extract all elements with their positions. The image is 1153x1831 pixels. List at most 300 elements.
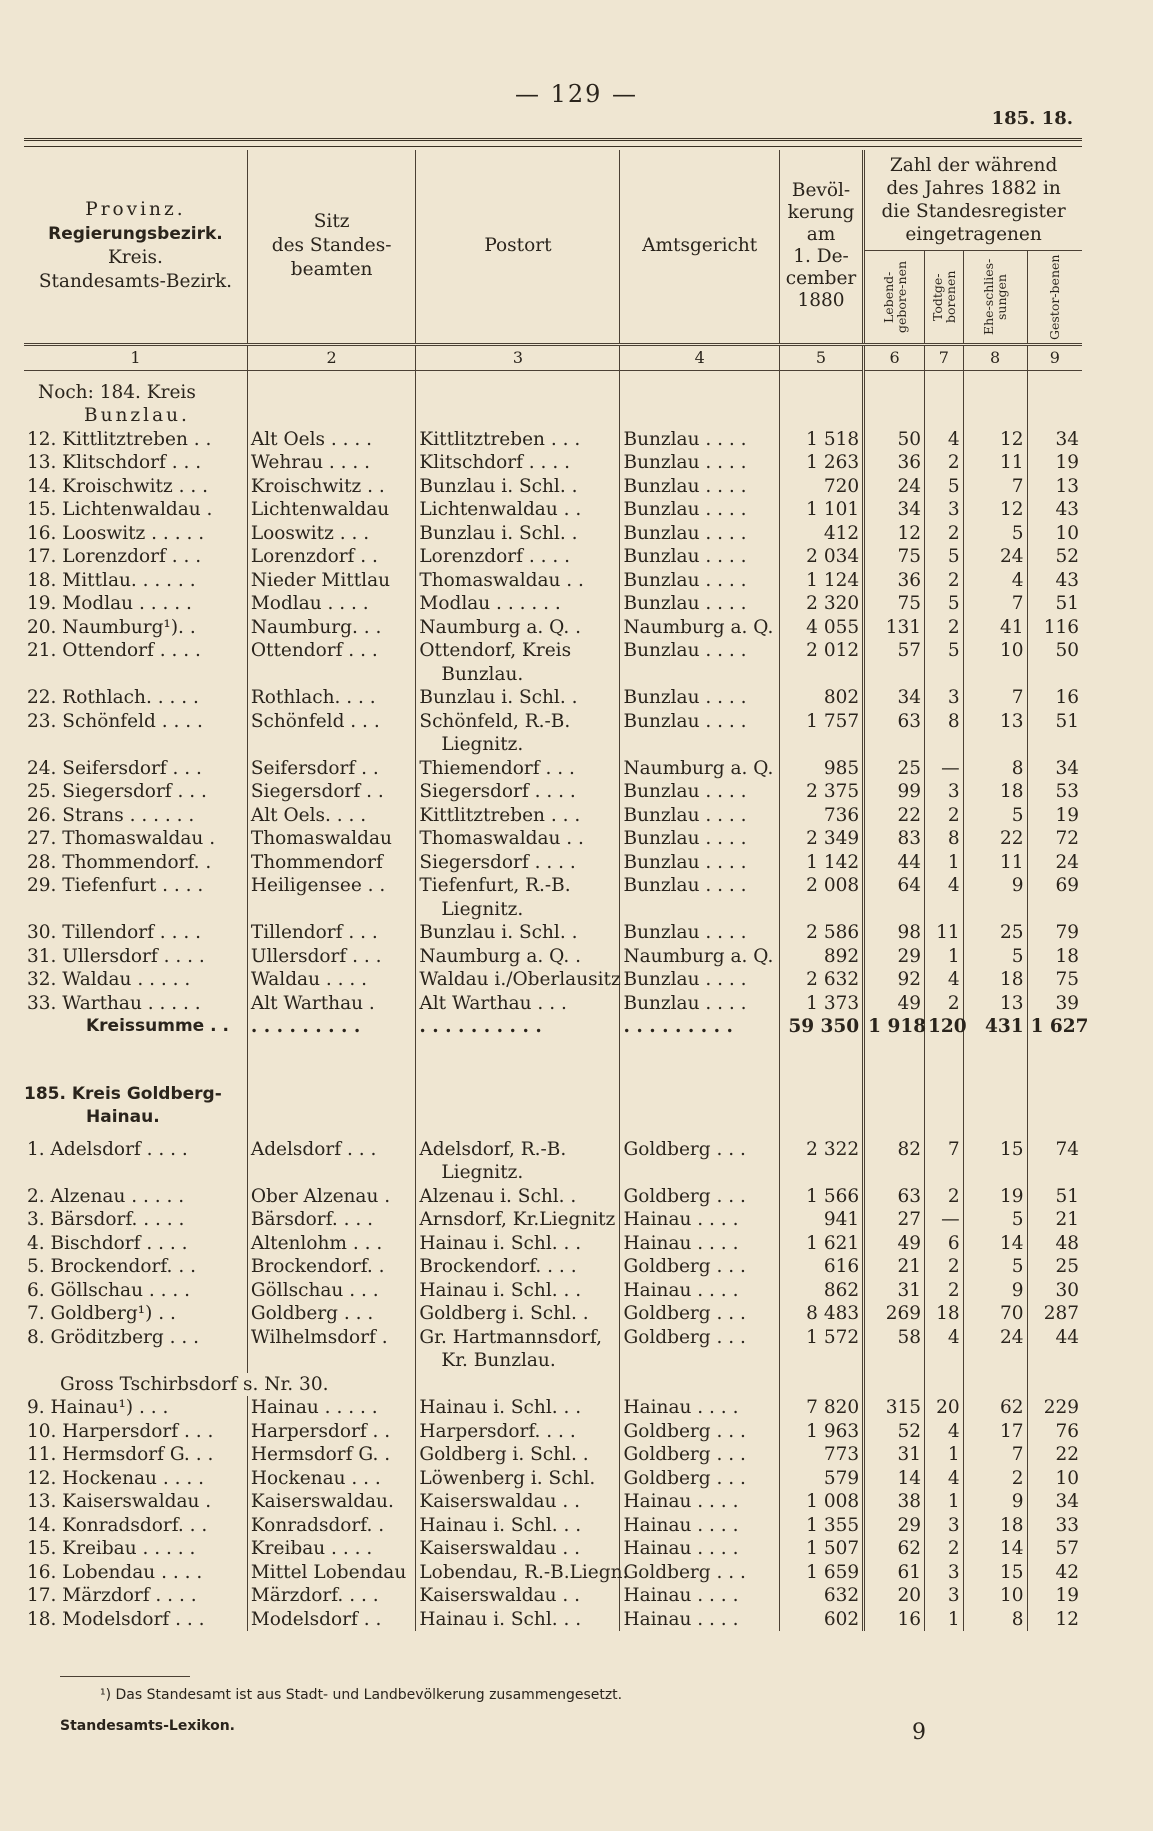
header-beamten: beamten <box>290 259 373 281</box>
district-name: 13. Kaiserswaldau . <box>27 1491 212 1512</box>
marriages: 5 <box>963 522 1027 546</box>
table-row <box>24 827 1082 851</box>
registrar-seat: Bärsdorf. . . . <box>247 1208 416 1232</box>
live-births: 14 <box>864 1467 925 1491</box>
population: 2 320 <box>779 592 863 616</box>
table-row <box>24 1467 1082 1491</box>
deaths: 44 <box>1027 1326 1082 1373</box>
live-births: 58 <box>864 1326 925 1373</box>
empty-cell <box>864 1373 925 1397</box>
deaths: 50 <box>1027 639 1082 686</box>
district-name: 20. Naumburg¹). . <box>27 616 196 638</box>
empty-cell <box>864 1106 925 1138</box>
header-group <box>864 150 1082 250</box>
population: 2 012 <box>779 639 863 686</box>
marriages: 9 <box>963 874 1027 921</box>
live-births: 83 <box>864 827 925 851</box>
marriages: 13 <box>963 710 1027 757</box>
live-births: 24 <box>864 475 925 499</box>
section2-title-row2 <box>24 1106 1082 1138</box>
population: 2 586 <box>779 921 863 945</box>
district-name: 13. Klitschdorf . . . <box>27 452 202 473</box>
population: 862 <box>779 1279 863 1303</box>
district-name: 32. Waldau . . . . . <box>27 969 191 990</box>
population: 7 820 <box>779 1396 863 1420</box>
stillbirths: 4 <box>925 874 964 921</box>
post-office-line1: Alzenau i. Schl. . <box>419 1185 577 1207</box>
post-office-line1: Thiemendorf . . . <box>419 757 575 779</box>
table-row <box>24 616 1082 640</box>
court: Bunzlau . . . . <box>620 968 779 992</box>
stillbirths: 18 <box>925 1302 964 1326</box>
court: Bunzlau . . . . <box>620 780 779 804</box>
stillbirths: 4 <box>925 428 964 452</box>
registrar-seat: Modlau . . . . <box>247 592 416 616</box>
post-office <box>416 1255 620 1279</box>
marriages: 17 <box>963 1420 1027 1444</box>
stillbirths: 1 <box>925 945 964 969</box>
empty-cell <box>620 1039 779 1083</box>
post-office <box>416 569 620 593</box>
post-office <box>416 851 620 875</box>
deaths: 116 <box>1027 616 1082 640</box>
court: Naumburg a. Q. <box>620 616 779 640</box>
deaths: 74 <box>1027 1138 1082 1185</box>
empty-cell <box>779 1083 863 1107</box>
top-rule <box>24 138 1082 141</box>
district-name: 17. Märzdorf . . . . <box>27 1585 197 1606</box>
colnum-1: 1 <box>24 344 247 370</box>
post-office-line1: Kittlitztreben . . . <box>419 428 581 450</box>
stillbirths: 8 <box>925 710 964 757</box>
district-name: 22. Rothlach. . . . . <box>27 687 199 708</box>
post-office-line1: Modlau . . . . . . <box>419 593 561 614</box>
marriages: 5 <box>963 1208 1027 1232</box>
post-office-line1: Naumburg a. Q. . <box>419 945 582 967</box>
registrar-seat: Göllschau . . . <box>247 1279 416 1303</box>
sheet-reference: 185. 18. <box>991 108 1073 129</box>
marriages: 41 <box>963 616 1027 640</box>
table-row <box>24 710 1082 757</box>
empty-cell <box>925 1039 964 1083</box>
live-births: 38 <box>864 1490 925 1514</box>
population: 2 375 <box>779 780 863 804</box>
registrar-seat: Lorenzdorf . . <box>247 545 416 569</box>
court: Goldberg . . . <box>620 1443 779 1467</box>
district-name: 16. Looswitz . . . . . <box>27 522 205 544</box>
marriages: 10 <box>963 1584 1027 1608</box>
deaths: 34 <box>1027 428 1082 452</box>
registrar-seat: Adelsdorf . . . <box>247 1138 416 1185</box>
stillbirths: 3 <box>925 1561 964 1585</box>
stillbirths: 2 <box>925 451 964 475</box>
registrar-seat: Modelsdorf . . <box>247 1608 416 1632</box>
marriages: 9 <box>963 1279 1027 1303</box>
live-births: 20 <box>864 1584 925 1608</box>
court: Goldberg . . . <box>620 1185 779 1209</box>
post-office-line1: Hainau i. Schl. . . <box>419 1279 582 1301</box>
deaths: 79 <box>1027 921 1082 945</box>
header-bevoelkerung-3: am <box>806 224 836 246</box>
column-numbers <box>24 344 1082 370</box>
live-births: 27 <box>864 1208 925 1232</box>
table-row <box>24 921 1082 945</box>
district-name: 28. Thommendorf. . <box>27 851 212 873</box>
post-office-line1: Lorenzdorf . . . . <box>419 546 570 567</box>
registrar-seat: Goldberg . . . <box>247 1302 416 1326</box>
section1-title: Noch: 184. Kreis <box>38 381 196 403</box>
table-row <box>24 1420 1082 1444</box>
sum-marriages: 431 <box>963 1015 1027 1039</box>
top-rule-thin <box>24 146 1082 147</box>
post-office-line1: Thomaswaldau . . <box>419 828 584 849</box>
marriages: 25 <box>963 921 1027 945</box>
population: 579 <box>779 1467 863 1491</box>
court: Bunzlau . . . . <box>620 686 779 710</box>
district-name: 5. Brockendorf. . . <box>27 1256 196 1277</box>
court: Goldberg . . . <box>620 1326 779 1373</box>
registrar-seat: Tillendorf . . . <box>247 921 416 945</box>
deaths: 34 <box>1027 757 1082 781</box>
live-births: 98 <box>864 921 925 945</box>
table-row <box>24 757 1082 781</box>
deaths: 51 <box>1027 592 1082 616</box>
spacer-row <box>24 1039 1082 1083</box>
stillbirths: 2 <box>925 569 964 593</box>
court: Bunzlau . . . . <box>620 710 779 757</box>
population: 1 659 <box>779 1561 863 1585</box>
colnum-4: 4 <box>620 344 779 370</box>
population: 4 055 <box>779 616 863 640</box>
court: Hainau . . . . <box>620 1208 779 1232</box>
empty-cell <box>247 1039 416 1083</box>
district-name: 6. Göllschau . . . . <box>27 1279 191 1301</box>
table-row <box>24 968 1082 992</box>
court: Hainau . . . . <box>620 1279 779 1303</box>
table-row <box>24 992 1082 1016</box>
district-name: 18. Modelsdorf . . . <box>27 1608 205 1630</box>
court: Hainau . . . . <box>620 1396 779 1420</box>
live-births: 21 <box>864 1255 925 1279</box>
court: Naumburg a. Q. <box>620 945 779 969</box>
table-row <box>24 1138 1082 1185</box>
marriages: 15 <box>963 1561 1027 1585</box>
post-office-line1: Arnsdorf, Kr.Liegnitz <box>419 1209 616 1230</box>
post-office <box>416 1138 620 1185</box>
deaths: 42 <box>1027 1561 1082 1585</box>
header-standesamts-bezirk: Standesamts-Bezirk. <box>38 271 233 293</box>
empty-cell <box>416 1373 620 1397</box>
empty-cell <box>1027 1373 1082 1397</box>
registrar-seat: Rothlach. . . . <box>247 686 416 710</box>
registrar-seat: Märzdorf. . . . <box>247 1584 416 1608</box>
registrar-seat: Ullersdorf . . . <box>247 945 416 969</box>
table-row <box>24 1584 1082 1608</box>
population: 632 <box>779 1584 863 1608</box>
empty-cell <box>779 1106 863 1138</box>
court: Bunzlau . . . . <box>620 874 779 921</box>
stillbirths: 3 <box>925 1584 964 1608</box>
section2-subtitle: Hainau. <box>86 1107 160 1127</box>
empty-cell <box>620 1373 779 1397</box>
table-row <box>24 428 1082 452</box>
table-row <box>24 686 1082 710</box>
court: Hainau . . . . <box>620 1537 779 1561</box>
table-row <box>24 851 1082 875</box>
deaths: 51 <box>1027 710 1082 757</box>
marriages: 11 <box>963 451 1027 475</box>
court: Hainau . . . . <box>620 1232 779 1256</box>
marriages: 13 <box>963 992 1027 1016</box>
stillbirths: 3 <box>925 780 964 804</box>
live-births: 44 <box>864 851 925 875</box>
live-births: 22 <box>864 804 925 828</box>
table-row <box>24 780 1082 804</box>
court: Bunzlau . . . . <box>620 569 779 593</box>
post-office <box>416 1420 620 1444</box>
live-births: 99 <box>864 780 925 804</box>
table-row <box>24 592 1082 616</box>
deaths: 22 <box>1027 1443 1082 1467</box>
live-births: 49 <box>864 1232 925 1256</box>
deaths: 51 <box>1027 1185 1082 1209</box>
stillbirths: 4 <box>925 968 964 992</box>
population: 1 963 <box>779 1420 863 1444</box>
deaths: 34 <box>1027 1490 1082 1514</box>
stillbirths: 2 <box>925 1537 964 1561</box>
table-row <box>24 451 1082 475</box>
stillbirths: 5 <box>925 475 964 499</box>
population: 802 <box>779 686 863 710</box>
header-col8 <box>963 250 1027 344</box>
court: Bunzlau . . . . <box>620 475 779 499</box>
population: 1 757 <box>779 710 863 757</box>
marriages: 8 <box>963 757 1027 781</box>
marriages: 70 <box>963 1302 1027 1326</box>
post-office-line1: Kaiserswaldau . . <box>419 1585 581 1606</box>
table-row <box>24 1232 1082 1256</box>
empty-cell <box>620 1083 779 1107</box>
post-office <box>416 686 620 710</box>
stillbirths: 1 <box>925 1490 964 1514</box>
district-name: 3. Bärsdorf. . . . . <box>27 1209 185 1230</box>
empty-cell <box>963 1373 1027 1397</box>
post-office <box>416 428 620 452</box>
district-name: 1. Adelsdorf . . . . <box>27 1138 188 1160</box>
marriages: 5 <box>963 1255 1027 1279</box>
post-office <box>416 1467 620 1491</box>
district-name: 10. Harpersdorf . . . <box>27 1420 214 1442</box>
population: 602 <box>779 1608 863 1632</box>
sum-dots: . . . . . . . . . . <box>416 1015 620 1039</box>
table-row <box>24 475 1082 499</box>
live-births: 63 <box>864 710 925 757</box>
district-name: 12. Hockenau . . . . <box>27 1467 204 1489</box>
population: 1 621 <box>779 1232 863 1256</box>
live-births: 131 <box>864 616 925 640</box>
marriages: 22 <box>963 827 1027 851</box>
live-births: 50 <box>864 428 925 452</box>
post-office <box>416 1208 620 1232</box>
deaths: 52 <box>1027 545 1082 569</box>
registrar-seat: Thommendorf <box>247 851 416 875</box>
deaths: 16 <box>1027 686 1082 710</box>
live-births: 16 <box>864 1608 925 1632</box>
table-row <box>24 1326 1082 1373</box>
deaths: 30 <box>1027 1279 1082 1303</box>
header-provinz: Provinz. <box>85 199 186 221</box>
marriages: 4 <box>963 569 1027 593</box>
district-name: 12. Kittlitztreben . . <box>27 428 212 450</box>
marriages: 18 <box>963 968 1027 992</box>
district-name: 16. Lobendau . . . . <box>27 1561 203 1583</box>
stillbirths: 5 <box>925 545 964 569</box>
live-births: 31 <box>864 1279 925 1303</box>
table-row <box>24 1608 1082 1632</box>
post-office <box>416 1584 620 1608</box>
deaths: 72 <box>1027 827 1082 851</box>
footnote: ¹) Das Standesamt ist aus Stadt- und Landbevölkerung zusammengesetzt. <box>100 1687 623 1703</box>
registrar-seat: Mittel Lobendau <box>247 1561 416 1585</box>
court: Naumburg a. Q. <box>620 757 779 781</box>
stillbirths: 1 <box>925 851 964 875</box>
registrar-seat: Nieder Mittlau <box>247 569 416 593</box>
post-office <box>416 1232 620 1256</box>
court: Hainau . . . . <box>620 1608 779 1632</box>
section1-title-row <box>24 370 1082 404</box>
live-births: 64 <box>864 874 925 921</box>
district-name: 33. Warthau . . . . . <box>27 992 201 1014</box>
stillbirths: 20 <box>925 1396 964 1420</box>
sum-stillbirths: 120 <box>925 1015 964 1039</box>
court: Bunzlau . . . . <box>620 851 779 875</box>
live-births: 29 <box>864 945 925 969</box>
registrar-seat: Alt Oels . . . . <box>247 428 416 452</box>
district-name: 14. Konradsdorf. . . <box>27 1514 208 1536</box>
deaths: 57 <box>1027 1537 1082 1561</box>
deaths: 43 <box>1027 569 1082 593</box>
population: 720 <box>779 475 863 499</box>
registrar-seat: Ottendorf . . . <box>247 639 416 686</box>
register-table <box>24 150 1089 1631</box>
post-office-line1: Siegersdorf . . . . <box>419 851 576 873</box>
sum-dots: . . . . . . . . . <box>620 1015 779 1039</box>
table-row <box>24 522 1082 546</box>
stillbirths: 2 <box>925 1185 964 1209</box>
empty-cell <box>779 1039 863 1083</box>
stillbirths: 1 <box>925 1443 964 1467</box>
post-office <box>416 1302 620 1326</box>
header-group-line4: eingetragenen <box>905 223 1042 245</box>
post-office-line1: Hainau i. Schl. . . <box>419 1232 582 1254</box>
post-office-line1: Waldau i./Oberlausitz <box>419 969 621 990</box>
post-office-line2: Liegnitz. <box>441 734 524 755</box>
sum-deaths: 1 627 <box>1027 1015 1082 1039</box>
post-office-line1: Bunzlau i. Schl. . <box>419 475 578 497</box>
court: Bunzlau . . . . <box>620 545 779 569</box>
post-office-line1: Naumburg a. Q. . <box>419 616 582 638</box>
header-col7 <box>925 250 964 344</box>
deaths: 10 <box>1027 522 1082 546</box>
deaths: 39 <box>1027 992 1082 1016</box>
deaths: 10 <box>1027 1467 1082 1491</box>
colnum-7: 7 <box>925 344 964 370</box>
stillbirths: 3 <box>925 498 964 522</box>
district-name: 26. Strans . . . . . . <box>27 804 195 826</box>
court: Goldberg . . . <box>620 1138 779 1185</box>
post-office-line1: Bunzlau i. Schl. . <box>419 522 578 544</box>
post-office-line1: Klitschdorf . . . . <box>419 452 570 473</box>
header-kreis: Kreis. <box>107 247 163 269</box>
court: Hainau . . . . <box>620 1514 779 1538</box>
court: Goldberg . . . <box>620 1420 779 1444</box>
court: Bunzlau . . . . <box>620 992 779 1016</box>
district-name: 27. Thomaswaldau . <box>27 828 216 849</box>
post-office-line1: Bunzlau i. Schl. . <box>419 687 578 708</box>
court: Goldberg . . . <box>620 1255 779 1279</box>
deaths: 19 <box>1027 451 1082 475</box>
post-office <box>416 1326 620 1373</box>
stillbirths: 3 <box>925 686 964 710</box>
table-row <box>24 1279 1082 1303</box>
empty-cell <box>925 1106 964 1138</box>
live-births: 63 <box>864 1185 925 1209</box>
empty-cell <box>247 1083 416 1107</box>
post-office <box>416 498 620 522</box>
deaths: 12 <box>1027 1608 1082 1632</box>
post-office <box>416 710 620 757</box>
colnum-5: 5 <box>779 344 863 370</box>
post-office-line1: Tiefenfurt, R.-B. <box>419 875 571 896</box>
stillbirths: — <box>925 757 964 781</box>
empty-cell <box>24 1039 247 1083</box>
live-births: 269 <box>864 1302 925 1326</box>
header-bevoelkerung-5: cember <box>785 268 857 290</box>
post-office-line2: Kr. Bunzlau. <box>441 1350 556 1371</box>
header-bevoelkerung-4: 1. De- <box>793 246 849 268</box>
stillbirths: 2 <box>925 522 964 546</box>
table-row <box>24 804 1082 828</box>
population: 2 322 <box>779 1138 863 1185</box>
registrar-seat: Thomaswaldau <box>247 827 416 851</box>
header-sitz: Sitz <box>313 211 350 233</box>
header-gestorbenen: Gestor-benen <box>1047 253 1063 340</box>
colnum-6: 6 <box>864 344 925 370</box>
post-office <box>416 874 620 921</box>
stillbirths: 7 <box>925 1138 964 1185</box>
header-col4: Amtsgericht <box>620 150 779 344</box>
district-name: 31. Ullersdorf . . . . <box>27 945 205 967</box>
header-des-standes: des Standes- <box>271 235 392 257</box>
header-bevoelkerung-1: Bevöl- <box>791 180 851 202</box>
deaths: 229 <box>1027 1396 1082 1420</box>
footer-sheet-number: 9 <box>912 1720 926 1745</box>
live-births: 34 <box>864 498 925 522</box>
marriages: 12 <box>963 498 1027 522</box>
stillbirths: 2 <box>925 992 964 1016</box>
court: Bunzlau . . . . <box>620 827 779 851</box>
empty-cell <box>963 1039 1027 1083</box>
post-office-line1: Alt Warthau . . . <box>419 992 567 1014</box>
header-group-line2: des Jahres 1882 in <box>886 177 1061 199</box>
live-births: 25 <box>864 757 925 781</box>
table-row <box>24 1185 1082 1209</box>
footnote-rule <box>60 1676 190 1677</box>
court: Bunzlau . . . . <box>620 498 779 522</box>
empty-cell <box>864 1039 925 1083</box>
court: Bunzlau . . . . <box>620 522 779 546</box>
marriages: 7 <box>963 1443 1027 1467</box>
